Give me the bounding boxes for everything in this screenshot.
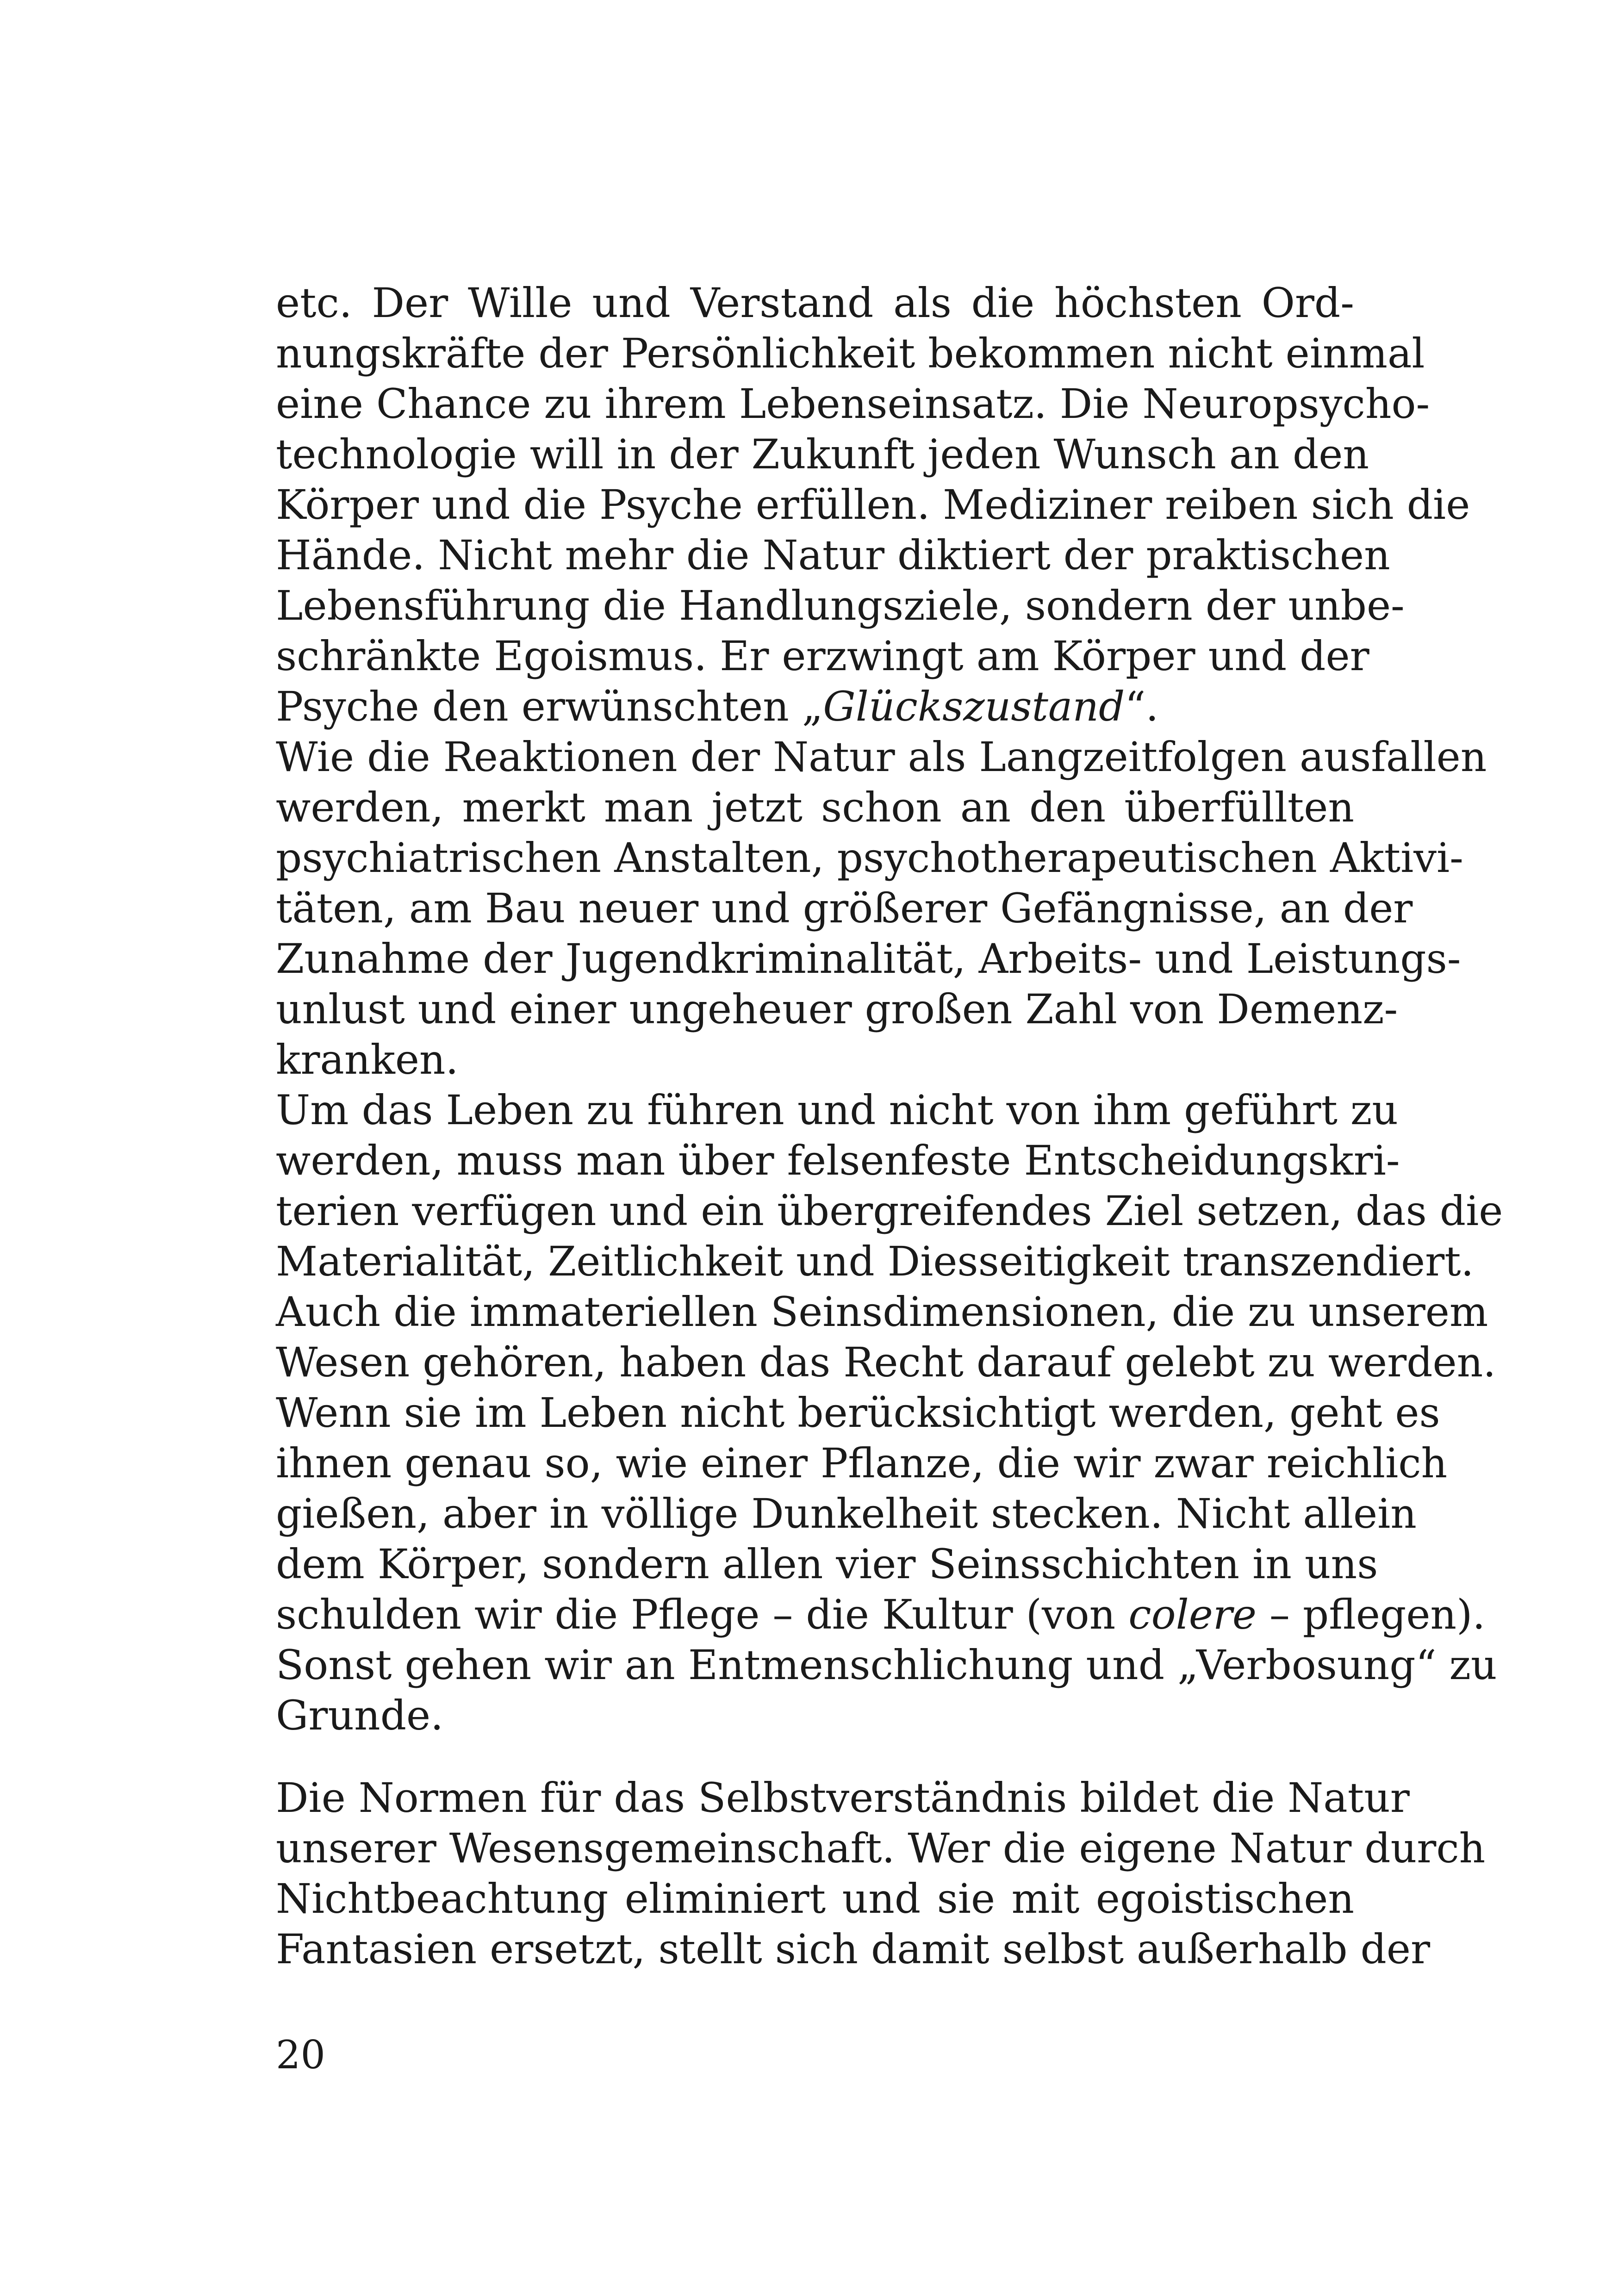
italic-term-colere: colere [1128,1591,1257,1638]
text-line: dem Körper, sondern allen vier Seinsschichten in uns [276,1540,1378,1588]
text-line: Körper und die Psyche erfüllen. Mediziner reiben sich die [276,481,1470,529]
text-line: Wie die Reaktionen der Natur als Langzeitfolgen ausfallen [276,733,1487,781]
text-line: terien verfügen und ein übergreifendes Ziel setzen, das die [276,1187,1503,1235]
text-line: unlust und einer ungeheuer großen Zahl von Demenz- [276,985,1398,1033]
text-line: werden, merkt man jetzt schon an den überfüllten [276,784,1354,831]
body-text-block-2 [276,1773,1486,1974]
text-line: Zunahme der Jugendkriminalität, Arbeits- und Leistungs- [276,935,1461,983]
text-line-with-italic [276,681,1354,732]
text-line: Hände. Nicht mehr die Natur diktiert der praktischen [276,531,1390,579]
text-line: Um das Leben zu führen und nicht von ihm geführt zu [276,1086,1398,1134]
text-line: schränkte Egoismus. Er erzwingt am Körper und der [276,632,1369,680]
italic-term-glueckszustand: Glückszustand [823,683,1125,730]
text-line: Grunde. [276,1692,444,1739]
text-line: unserer Wesensgemeinschaft. Wer die eigene Natur durch [276,1824,1486,1872]
text-line: Sonst gehen wir an Entmenschlichung und „Verbosung“ zu [276,1641,1497,1689]
text-line: werden, muss man über felsenfeste Entscheidungskri- [276,1137,1400,1184]
text-line: Wesen gehören, haben das Recht darauf gelebt zu werden. [276,1338,1496,1386]
body-text-block-1 [276,278,1503,1741]
text-line: kranken. [276,1036,459,1083]
text-fragment: Psyche den erwünschten „ [276,683,823,730]
text-line: Lebensführung die Handlungsziele, sondern der unbe- [276,582,1405,629]
text-line: Die Normen für das Selbstverständnis bildet die Natur [276,1774,1410,1822]
text-line: Wenn sie im Leben nicht berücksichtigt werden, geht es [276,1389,1440,1437]
text-line-with-italic [276,1589,1486,1640]
page-number: 20 [276,2032,325,2078]
text-line: technologie will in der Zukunft jeden Wunsch an den [276,430,1369,478]
text-line: Fantasien ersetzt, stellt sich damit selbst außerhalb der [276,1925,1431,1973]
text-line: ihnen genau so, wie einer Pflanze, die wir zwar reichlich [276,1439,1448,1487]
text-line: Auch die immateriellen Seinsdimensionen, die zu unserem [276,1288,1488,1336]
text-fragment: – pflegen). [1256,1591,1486,1638]
text-fragment: “. [1125,683,1159,730]
text-line: Nichtbeachtung eliminiert und sie mit egoistischen [276,1875,1354,1923]
text-line: täten, am Bau neuer und größerer Gefängnisse, an der [276,884,1413,932]
text-line: etc. Der Wille und Verstand als die höchsten Ord- [276,279,1354,327]
text-line: psychiatrischen Anstalten, psychotherapeutischen Aktivi- [276,834,1463,882]
text-fragment: schulden wir die Pflege – die Kultur (von [276,1591,1129,1638]
text-line: eine Chance zu ihrem Lebenseinsatz. Die Neuropsycho- [276,380,1430,428]
text-line: nungskräfte der Persönlichkeit bekommen nicht einmal [276,330,1425,377]
text-line: gießen, aber in völlige Dunkelheit stecken. Nicht allein [276,1490,1417,1537]
text-line: Materialität, Zeitlichkeit und Diesseitigkeit transzendiert. [276,1238,1474,1285]
